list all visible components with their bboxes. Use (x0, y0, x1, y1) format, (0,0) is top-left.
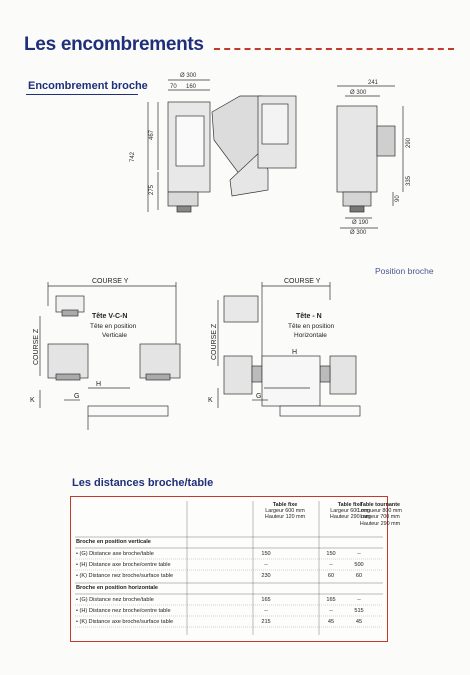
dim-335: 335 (406, 175, 412, 186)
dim-90: 90 (395, 195, 401, 202)
distances-table: Table fixe Largeur 600 mm Hauteur 120 mm Table fixe Largeur 600 mm Hauteur 290 mm Table tournante Longueur 800 mm Largeur 700 mm Hauteur 290 mm Broche en position verticale • (G) Distance axe broche/table 150 150 -- • (H) Distance axe broche/centre table -- -- 500 • (K) Distance nez broche/surface table 230 60 60 Broche en position horizontale • (G) Distance nez broche/table 165 165 -- • (H) Distance nez broche/centre table -- -- 515 • (K) Distance axe broche/surface table 215 45 45 (70, 496, 388, 642)
vcn-course-z: COURSE Z (33, 328, 40, 365)
n-g: G (256, 393, 262, 400)
table-grid-lines (71, 497, 387, 641)
vcn-title: Tête V-C-N (92, 313, 128, 320)
dim-d300-bottom: Ø 300 (350, 230, 367, 236)
n-title: Tête - N (296, 313, 322, 320)
vcn-course-y: COURSE Y (92, 278, 129, 285)
spindle-dimension-drawing (0, 0, 470, 270)
n-k: K (208, 397, 213, 404)
dim-d300-right: Ø 300 (350, 90, 367, 96)
position-broche-label: Position broche (375, 266, 434, 276)
col-header-1: Table fixe Largeur 600 mm Hauteur 120 mm (264, 502, 306, 521)
dim-742: 742 (130, 151, 136, 162)
n-h: H (292, 349, 298, 356)
dim-467: 467 (149, 129, 155, 140)
dim-241: 241 (368, 80, 379, 86)
dim-160: 160 (186, 84, 197, 90)
col-header-3: Table tournante Longueur 800 mm Largeur 700 mm Hauteur 290 mm (358, 502, 402, 527)
vcn-k: K (30, 397, 35, 404)
vcn-g: G (74, 393, 80, 400)
n-line2: Horizontale (294, 332, 327, 339)
page-title: Les encombrements (24, 34, 204, 55)
dim-d300: Ø 300 (180, 73, 197, 79)
dim-290: 290 (406, 137, 412, 148)
dim-275: 275 (149, 184, 155, 195)
col-header-2: Table fixe Largeur 600 mm Hauteur 290 mm (329, 502, 371, 521)
course-drawings (0, 270, 470, 440)
n-course-y: COURSE Y (284, 278, 321, 285)
section-title-distances: Les distances broche/table (72, 477, 214, 489)
vcn-h: H (96, 381, 102, 388)
n-line1: Tête en position (288, 323, 335, 330)
n-course-z: COURSE Z (211, 323, 218, 360)
vcn-line2: Verticale (102, 332, 127, 339)
dim-70: 70 (170, 84, 177, 90)
dim-d190: Ø 190 (352, 220, 369, 226)
vcn-line1: Tête en position (90, 323, 137, 330)
section-title-encombrement-broche: Encombrement broche (28, 80, 148, 92)
